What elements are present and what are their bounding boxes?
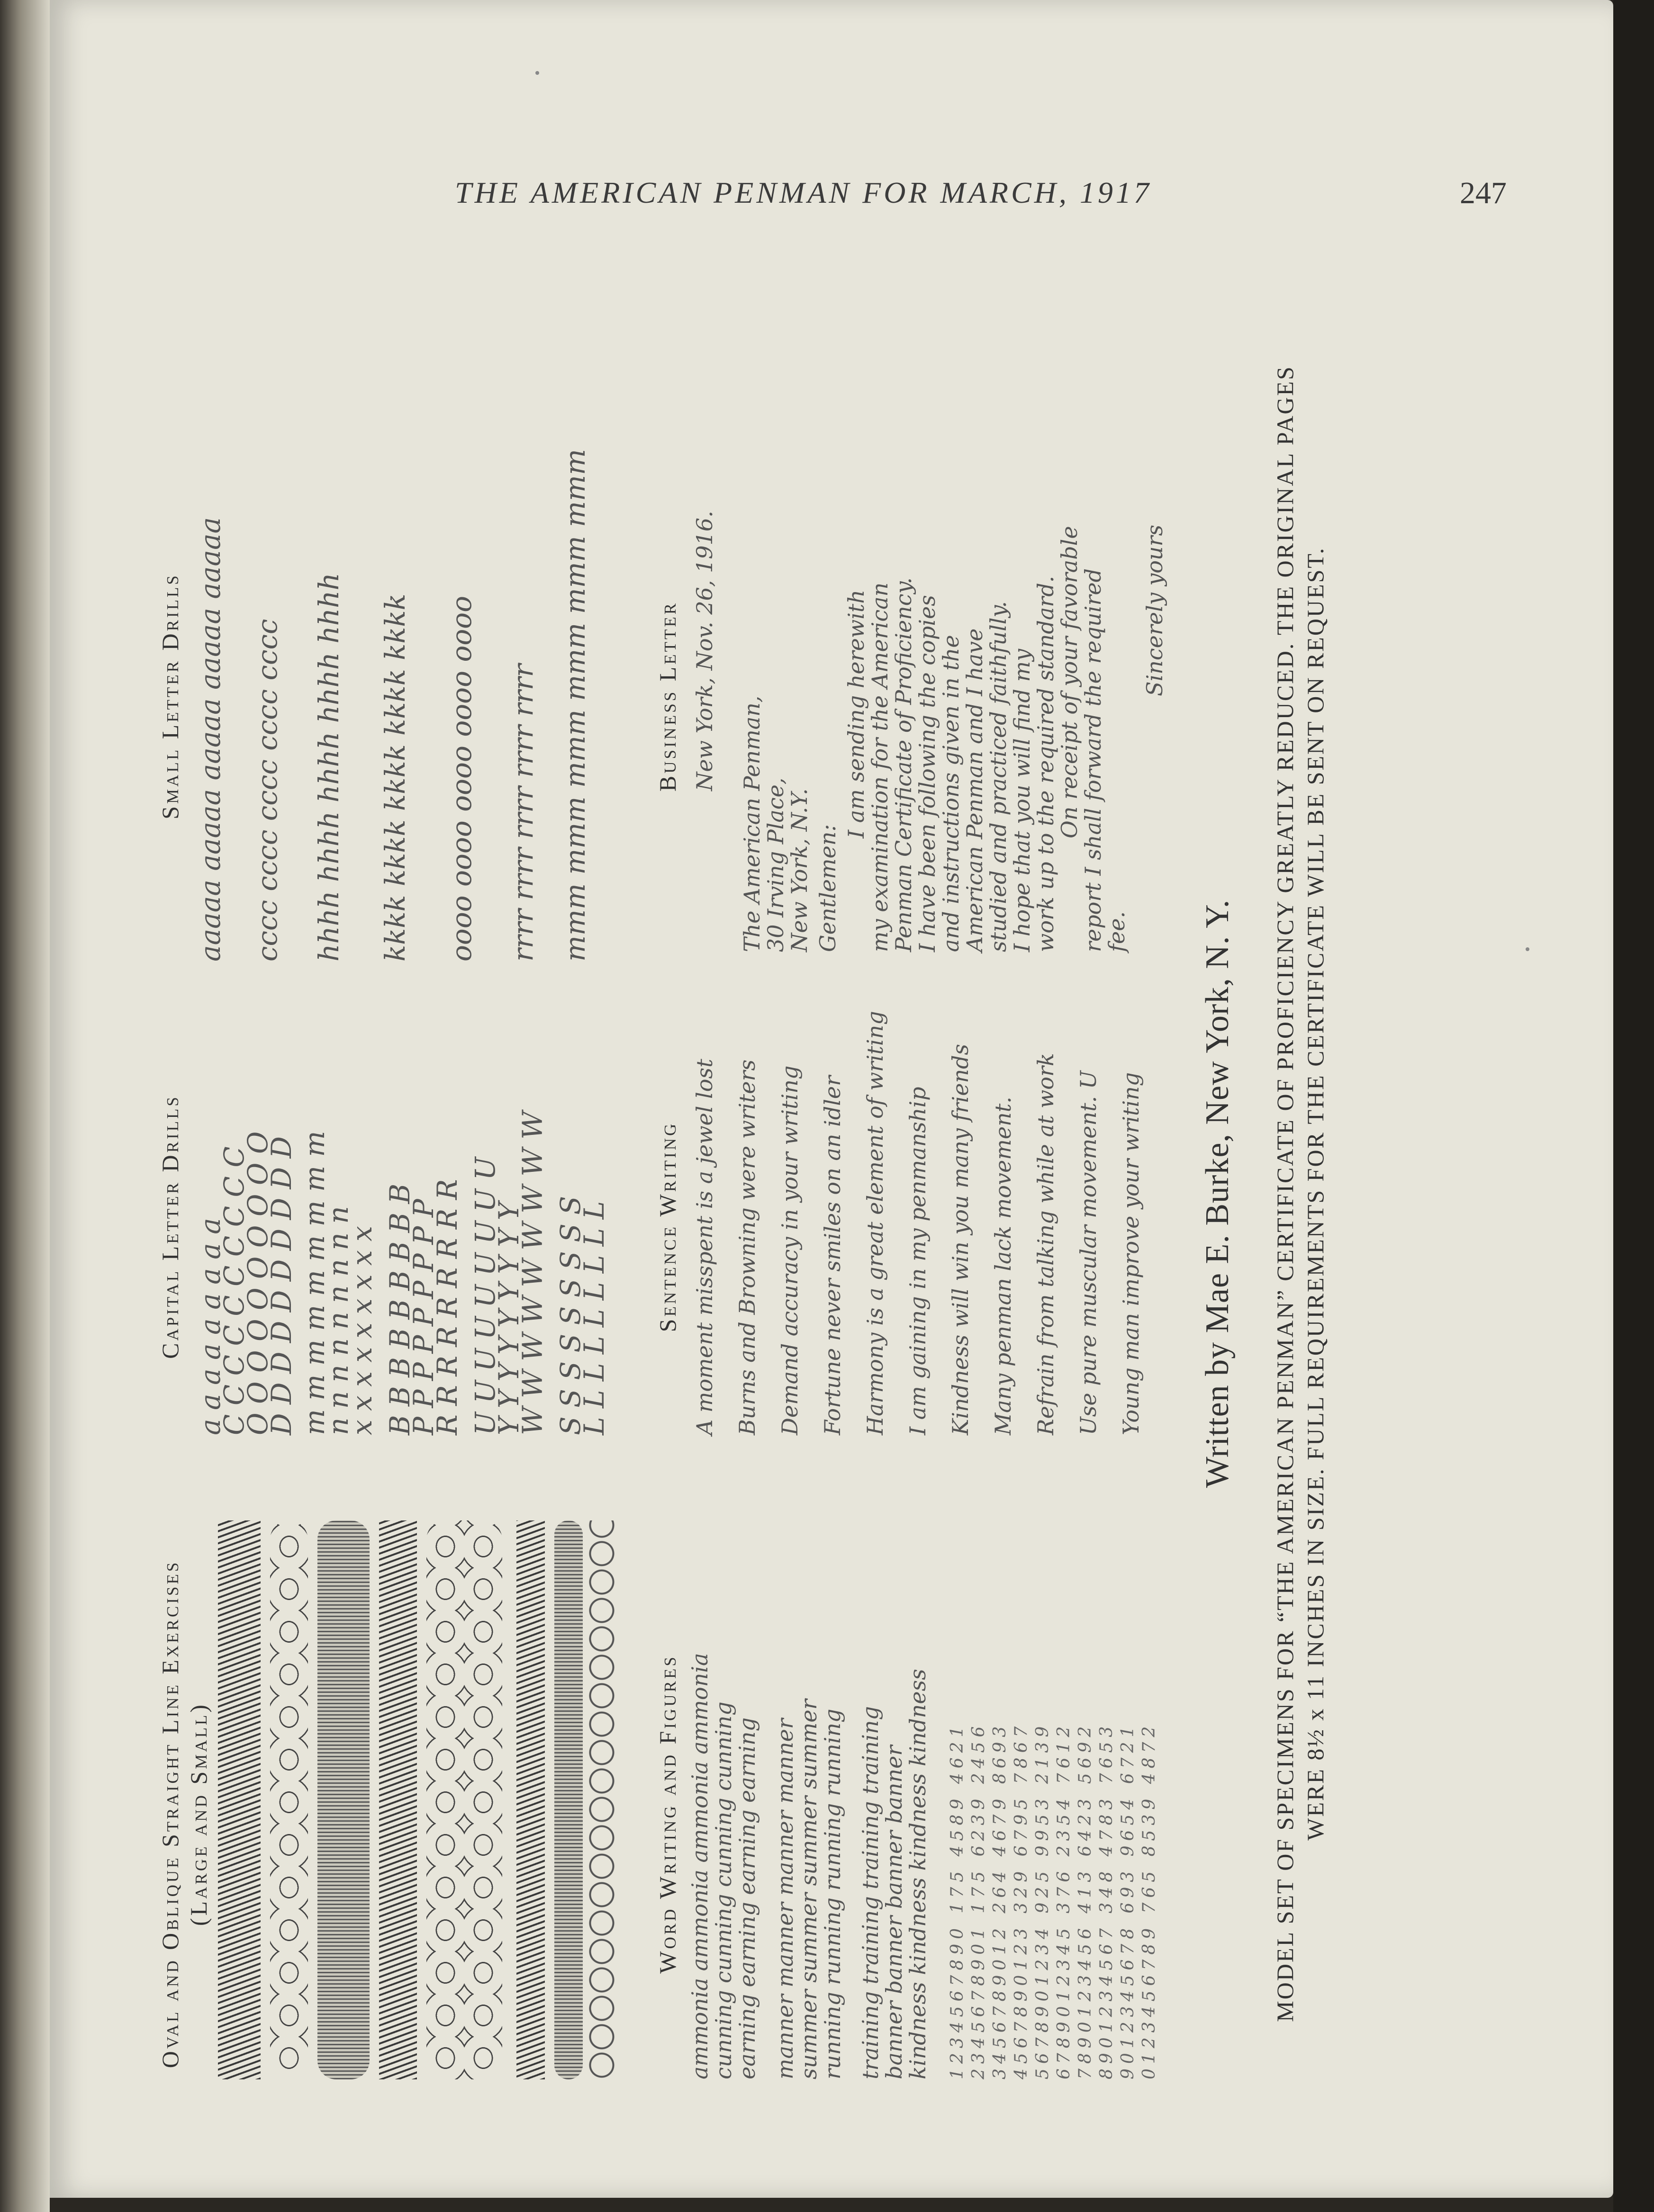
figure-row: 7890123456 413 6423 5692: [1076, 1721, 1095, 2079]
capital-drill-row: D D D D D D D D D D: [265, 1136, 298, 1435]
sentence-section-title: Sentence Writing: [654, 1121, 681, 1332]
letter-line: report I shall forward the required: [1080, 568, 1106, 952]
oval-cone-drill: [379, 1520, 417, 2079]
figure-row: 8901234567 348 4783 7653: [1097, 1721, 1116, 2079]
letter-line: 30 Irving Place,: [763, 777, 788, 952]
capital-drill-row: n n n n n n n n n: [322, 1206, 354, 1435]
letter-line: work up to the required standard.: [1033, 575, 1058, 952]
capital-drill-row: C C C C C C C C C C: [218, 1146, 250, 1435]
small-drill-row: oooo oooo oooo oooo oooo: [445, 595, 478, 962]
page-edge: [1613, 0, 1654, 2212]
word-row: kindness kindness kindness kindness: [905, 1669, 931, 2079]
letter-line: I hope that you will find my: [1009, 648, 1035, 952]
oval-drill-compact: [426, 1520, 502, 2079]
sentence-line: Fortune never smiles on an idler: [820, 1075, 845, 1435]
letter-line: Penman Certificate of Proficiency.: [891, 577, 916, 952]
business-section-title: Business Letter: [654, 601, 681, 792]
figure-row: 1234567890 175 4589 4621: [948, 1721, 967, 2079]
letter-date: New York, Nov. 26, 1916.: [692, 511, 717, 791]
book-gutter: [0, 0, 50, 2212]
straight-line-band: [554, 1520, 583, 2079]
capital-drill-row: W W W W W W W W W: [516, 1111, 549, 1435]
small-drill-row: kkkk kkkk kkkk kkkk kkkk: [379, 593, 411, 962]
figure-row: 6789012345 376 2354 7612: [1054, 1721, 1074, 2079]
capital-drill-row: L L L L L L L L L: [578, 1201, 610, 1435]
capital-drill-row: O O O O O O O O O O: [242, 1131, 274, 1435]
word-row: cunning cunning cunning cunning: [711, 1701, 736, 2079]
oval-drill-large: [317, 1520, 370, 2079]
sentence-line: I am gaining in my penmanship: [905, 1087, 931, 1435]
capital-drill-row: R R R R R R R R R: [431, 1179, 463, 1435]
oval-section-title: Oval and Oblique Straight Line Exercises: [157, 1560, 183, 2068]
small-drill-row: hhhh hhhh hhhh hhhh hhhh: [313, 573, 345, 962]
letter-line: I am sending herewith: [843, 589, 869, 838]
figure-row: 3456789012 264 4679 8693: [990, 1721, 1010, 2079]
word-row: banner banner banner banner: [881, 1745, 907, 2079]
figure-row: 9012345678 693 9654 6721: [1118, 1721, 1138, 2079]
oval-drill-small: [270, 1520, 308, 2079]
word-row: summer summer summer summer: [796, 1699, 822, 2079]
capital-drill-row: a a a a a a a a a: [194, 1218, 226, 1435]
capital-drill-row: Y Y Y Y Y Y Y Y Y: [493, 1202, 525, 1435]
page-number: 247: [1460, 176, 1507, 210]
sentence-line: Kindness will win you many friends: [948, 1043, 973, 1435]
word-row: earning earning earning earning: [734, 1717, 760, 2079]
letter-salutation: Gentlemen:: [815, 824, 841, 952]
sentence-line: A moment misspent is a jewel lost: [692, 1059, 717, 1435]
sentence-line: Demand accuracy in your writing: [777, 1065, 803, 1435]
letter-line: New York, N.Y.: [786, 788, 812, 952]
rotated-specimen-area: [142, 270, 1516, 2117]
capital-drill-row: B B B B B B B B B: [384, 1183, 416, 1435]
page-header: [455, 175, 1507, 227]
letter-closing: Sincerely yours: [1142, 524, 1167, 696]
letter-line: studied and practiced faithfully.: [985, 601, 1011, 952]
oval-section-subtitle: (Large and Small): [185, 1702, 212, 1926]
word-row: training training training training: [858, 1706, 883, 2079]
oblique-line-drill: [218, 1520, 261, 2079]
letter-line: On receipt of your favorable: [1057, 526, 1082, 838]
figure-row: 5678901234 925 9953 2139: [1033, 1721, 1052, 2079]
letter-line: The American Penman,: [739, 695, 765, 952]
small-oval-drill: [587, 1520, 616, 2079]
small-section-title: Small Letter Drills: [157, 573, 183, 819]
straight-line-drill: [516, 1520, 545, 2079]
sentence-line: Burns and Browning were writers: [734, 1059, 760, 1435]
figure-row: 2345678901 175 6239 2456: [969, 1721, 988, 2079]
author-credit: Written by Mae E. Burke, New York, N. Y.: [1199, 899, 1236, 1488]
word-row: manner manner manner manner: [772, 1718, 798, 2079]
capital-drill-row: S S S S S S S S S: [554, 1196, 587, 1435]
small-drill-row: aaaaa aaaaa aaaaa aaaaa aaaaa: [194, 517, 226, 962]
letter-line: my examination for the American: [867, 582, 893, 952]
capital-drill-row: U U U U U U U U U: [469, 1157, 501, 1435]
letter-line: fee.: [1104, 911, 1130, 952]
word-section-title: Word Writing and Figures: [654, 1655, 681, 1974]
running-title: THE AMERICAN PENMAN FOR MARCH, 1917: [455, 176, 1152, 209]
capital-drill-row: x x x x x x x x x: [346, 1226, 378, 1435]
sentence-line: Refrain from talking while at work: [1033, 1053, 1058, 1435]
letter-line: American Penman and I have: [962, 628, 987, 952]
figure-row: 0123456789 765 8539 4872: [1139, 1721, 1159, 2079]
word-row: ammonia ammonia ammonia ammonia: [687, 1653, 713, 2079]
paper-speck: [535, 71, 539, 75]
capital-drill-row: m m m m m m m m m: [298, 1131, 331, 1435]
capital-drill-row: P P P P P P P P P: [407, 1199, 440, 1435]
small-drill-row: rrrr rrrr rrrr rrrr rrrr: [507, 664, 539, 962]
footer-note-line-2: WERE 8½ x 11 INCHES IN SIZE. FULL REQUIREMENTS FOR THE CERTIFICATE WILL BE SENT ON REQUEST.: [1302, 547, 1329, 1841]
letter-line: and instructions given in the: [938, 635, 964, 952]
paper-speck: [1526, 947, 1529, 951]
footer-note-line-1: MODEL SET OF SPECIMENS FOR “THE AMERICAN PENMAN” CERTIFICATE OF PROFICIENCY GREATLY REDUCED. THE ORIGINAL PAGES: [1272, 365, 1298, 2022]
word-row: running running running running: [820, 1708, 845, 2079]
figure-row: 4567890123 329 6795 7867: [1012, 1721, 1031, 2079]
sentence-line: Use pure muscular movement. U: [1076, 1070, 1101, 1435]
capital-section-title: Capital Letter Drills: [157, 1095, 183, 1359]
sentence-line: Harmony is a great element of writing: [862, 1011, 888, 1435]
small-drill-row: cccc cccc cccc cccc cccc: [251, 619, 283, 962]
small-drill-row: mmm mmm mmm mmm mmm mmm: [559, 449, 591, 962]
letter-line: I have been following the copies: [914, 595, 940, 952]
sentence-line: Many penman lack movement.: [990, 1097, 1016, 1435]
sentence-line: Young man improve your writing: [1118, 1072, 1144, 1435]
